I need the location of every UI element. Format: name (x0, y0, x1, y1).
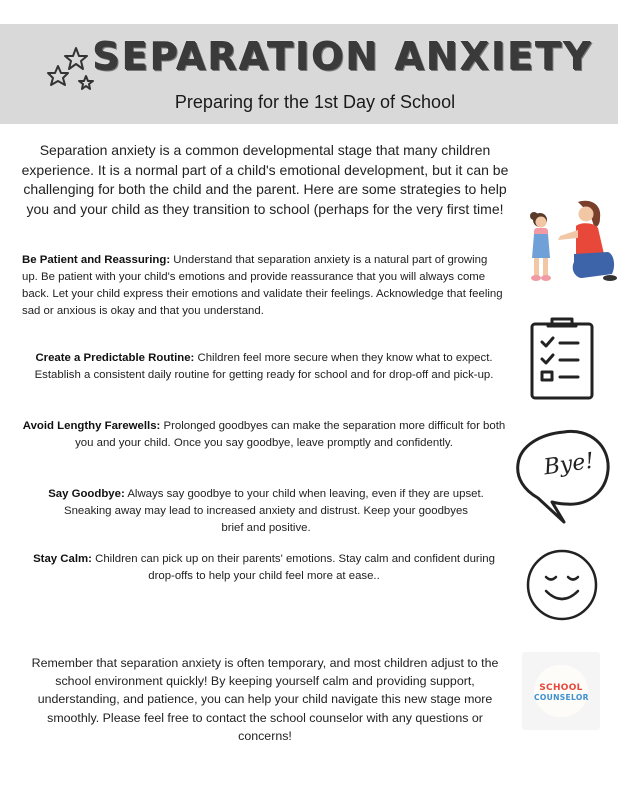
logo-line-1: SCHOOL (539, 683, 583, 693)
tip-body: Always say goodbye to your child when leaving, even if they are upset. Sneaking away may lead to increased anxiety and distrust. Keep your goodbyes (64, 488, 484, 517)
tip-body: Prolonged goodbyes can make the separation more difficult for both you and your child. Once you say goodbye, leave promptly and confidently. (75, 420, 506, 449)
tip-heading: Say Goodbye: (48, 488, 125, 500)
closing-paragraph: Remember that separation anxiety is often temporary, and most children adjust to the school environment quickly! By keeping yourself calm and providing support, understanding, and patience, you can help your child navigate this new stage more smoothly. Please feel free to contact the school counselor with any questions or concerns! (31, 656, 499, 743)
tip-patient-reassuring (22, 252, 506, 320)
tip-predictable-routine (20, 350, 508, 384)
page-title: SEPARATION ANXIETY (92, 34, 593, 78)
tip-stay-calm (22, 551, 506, 585)
intro-paragraph: Separation anxiety is a common developmental stage that many children experience. It is a normal part of a child's emotional development, but it can be challenging for both the child and the parent. Here are some strategies to help you and your child as they transition to school (perhaps for the very first time! (21, 142, 509, 217)
mother-child-icon (520, 196, 618, 294)
logo-circle (534, 665, 588, 717)
tip-body: Children feel more secure when they know what to expect. Establish a consistent daily routine for getting ready for school and for drop-off and pick-up. (34, 352, 494, 381)
tip-body: Understand that separation anxiety is a natural part of growing up. Be patient with your child's emotions and provide reassurance that you will always come back. Let your child express their emotions and validate their feelings. Acknowledge that feeling sad or anxious is okay and that you understand. (22, 254, 503, 317)
tip-avoid-farewells (22, 418, 506, 452)
tip-heading: Avoid Lengthy Farewells: (22, 420, 161, 432)
smiley-face-icon (524, 547, 600, 623)
tip-body: Children can pick up on their parents' emotions. Stay calm and confident during drop-offs to help your child feel more at ease.. (95, 553, 495, 582)
bye-bubble-text: Bye! (542, 448, 596, 481)
logo-line-2: COUNSELOR (534, 693, 589, 702)
checklist-icon (528, 316, 596, 402)
school-counselor-logo (522, 652, 600, 730)
page-subtitle: Preparing for the 1st Day of School (174, 92, 456, 112)
logo-text (534, 683, 588, 703)
tip-body-end: brief and positive. (221, 522, 311, 534)
tip-heading: Create a Predictable Routine: (35, 352, 195, 364)
tip-heading: Stay Calm: (33, 553, 92, 565)
speech-bubble-icon (512, 424, 616, 528)
tip-heading: Be Patient and Reassuring: (22, 254, 171, 266)
tip-say-goodbye (36, 486, 496, 537)
